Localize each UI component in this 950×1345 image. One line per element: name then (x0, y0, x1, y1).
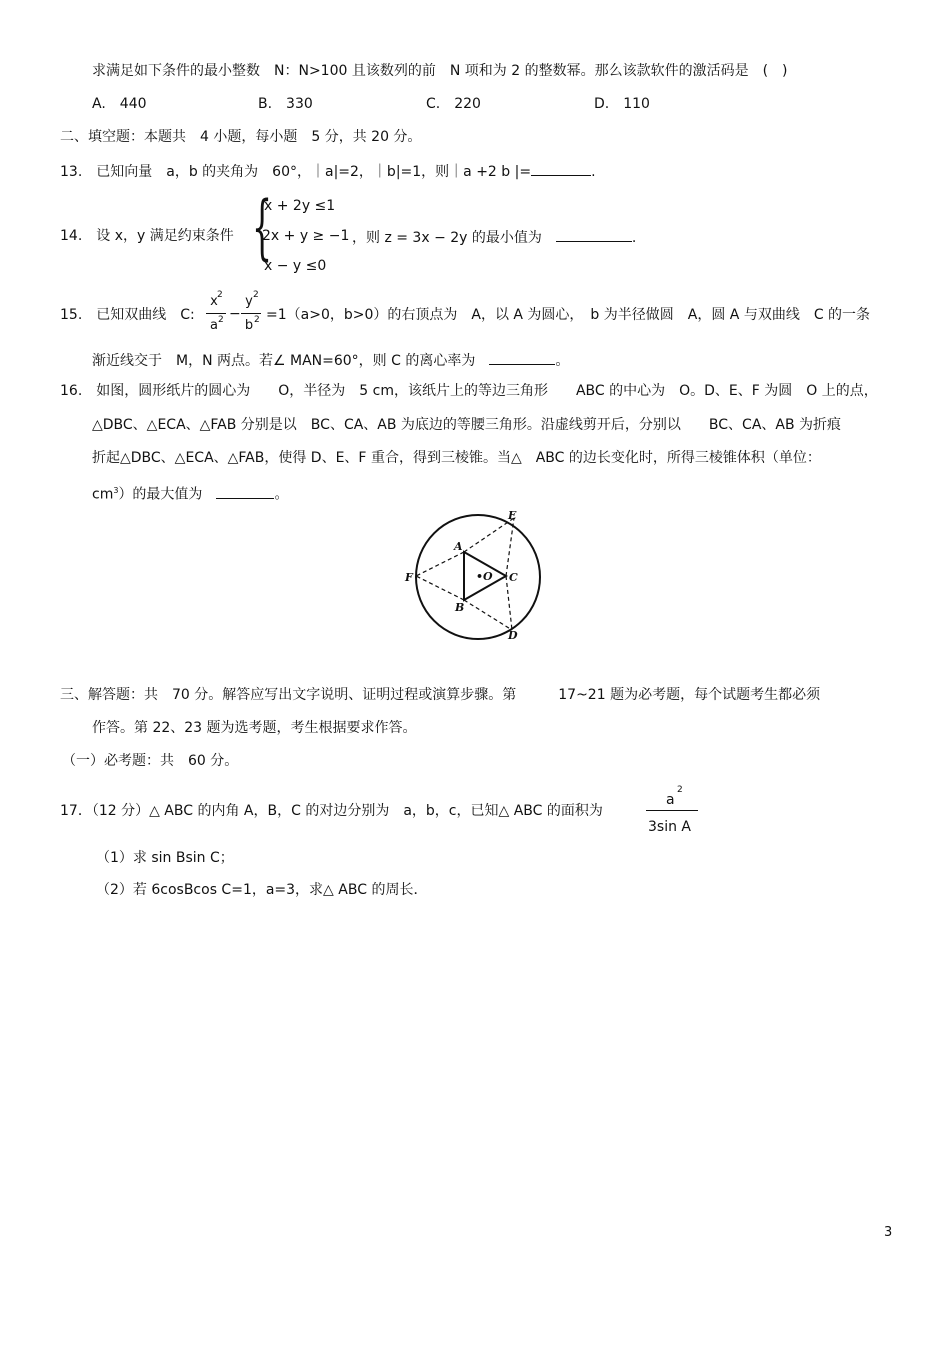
q15-minus: − (229, 306, 241, 322)
section3-line2: 作答。第 22、23 题为选考题，考生根据要求作答。 (92, 720, 417, 736)
q13-text: 13. 已知向量 a，b 的夹角为 60°，｜a|=2，｜b|=1，则｜a +2 b |= (60, 164, 532, 180)
q12-option-d: D. 110 (594, 96, 650, 112)
q15-den2: b (244, 318, 254, 333)
q15-prefix: 15. 已知双曲线 C: (60, 307, 195, 323)
q15-line2 (92, 350, 569, 370)
page-number: 3 (884, 1225, 893, 1240)
q17-frac-den: 3sin A (648, 819, 691, 835)
q12-option-b: B. 330 (258, 96, 313, 112)
section3-line1: 三、解答题：共 70 分。解答应写出文字说明、证明过程或演算步骤。第 17~21 题为必考题，每个试题考生都必须 (60, 687, 821, 703)
q15-end: 。 (555, 353, 570, 369)
q16-line4 (92, 482, 288, 504)
q17-part1: （1）求 sin Bsin C； (96, 850, 234, 866)
q15-line2-text: 渐近线交于 M，N 两点。若∠ MAN=60°，则 C 的离心率为 (92, 353, 476, 369)
label-a: A (454, 540, 463, 553)
label-o: •O (476, 570, 493, 583)
label-f: F (405, 571, 413, 584)
q16-unit: cm (92, 486, 114, 503)
q15-den1: a (210, 318, 218, 333)
q13-answer-blank (531, 161, 591, 176)
section3-sub: （一）必考题：共 60 分。 (62, 753, 239, 769)
q16-line3: 折起△DBC、△ECA、△FAB，使得 D、E、F 重合，得到三棱锥。当△ ABC 的边长变化时，所得三棱锥体积（单位： (92, 450, 821, 466)
q14-answer-blank (556, 227, 632, 242)
q17-frac-bar (646, 810, 698, 811)
q15-num2-exp: 2 (253, 290, 259, 300)
q14-mid-text: ，则 z = 3x − 2y 的最小值为 (352, 230, 542, 246)
q14-mid (352, 227, 636, 247)
q15-num1: x (210, 294, 218, 309)
label-e: E (508, 509, 517, 522)
q12-stem: 求满足如下条件的最小整数 N：N>100 且该数列的前 N 项和为 2 的整数幂。那么该款软件的激活码是 ( ) (92, 63, 788, 79)
q14-prefix: 14. 设 x，y 满足约束条件 (60, 228, 234, 244)
q12-option-c: C. 220 (426, 96, 481, 112)
q15-answer-blank (489, 350, 555, 365)
q16-line4-text: ）的最大值为 (118, 486, 203, 503)
q14-constraint-3: x − y ≤0 (264, 258, 327, 274)
q14-constraint-1: x + 2y ≤1 (264, 198, 336, 214)
q17-frac-exp: 2 (677, 785, 683, 795)
label-b: B (455, 601, 465, 614)
circle-triangle-figure (402, 505, 552, 645)
q15-bar1 (206, 313, 226, 314)
q13-end: . (591, 164, 596, 180)
q15-num2: y (245, 294, 253, 309)
q15-den1-exp: 2 (218, 315, 224, 325)
q15-den2-exp: 2 (254, 315, 260, 325)
q16-line1: 16. 如图，圆形纸片的圆心为 O，半径为 5 cm，该纸片上的等边三角形 ABC 的中心为 O。D、E、F 为圆 O 上的点， (60, 383, 878, 399)
q13-line (60, 161, 596, 181)
q16-unit-exp: 3 (113, 486, 119, 495)
q15-after: =1（a>0，b>0）的右顶点为 A，以 A 为圆心， b 为半径做圆 A，圆 A 与双曲线 C 的一条 (266, 307, 871, 323)
label-c: C (509, 571, 518, 584)
q14-end: . (631, 230, 637, 246)
q17-frac-num: a (666, 792, 675, 808)
q15-bar2 (241, 313, 261, 314)
q16-line2: △DBC、△ECA、△FAB 分别是以 BC、CA、AB 为底边的等腰三角形。沿虚线剪开后，分别以 BC、CA、AB 为折痕 (92, 417, 842, 433)
q17-part2: （2）若 6cosBcos C=1，a=3，求△ ABC 的周长． (96, 882, 428, 898)
q15-num1-exp: 2 (217, 290, 223, 300)
q14-brace: { (252, 186, 273, 268)
q16-end: 。 (274, 486, 289, 503)
q16-answer-blank (216, 484, 274, 499)
section2-heading: 二、填空题：本题共 4 小题，每小题 5 分，共 20 分。 (60, 129, 422, 145)
q12-option-a: A. 440 (92, 96, 147, 112)
q17-stem: 17．（12 分）△ ABC 的内角 A，B，C 的对边分别为 a，b，c，已知△ ABC 的面积为 (60, 803, 603, 819)
label-d: D (508, 629, 518, 642)
q14-constraint-2: 2x + y ≥ −1 (262, 228, 350, 244)
